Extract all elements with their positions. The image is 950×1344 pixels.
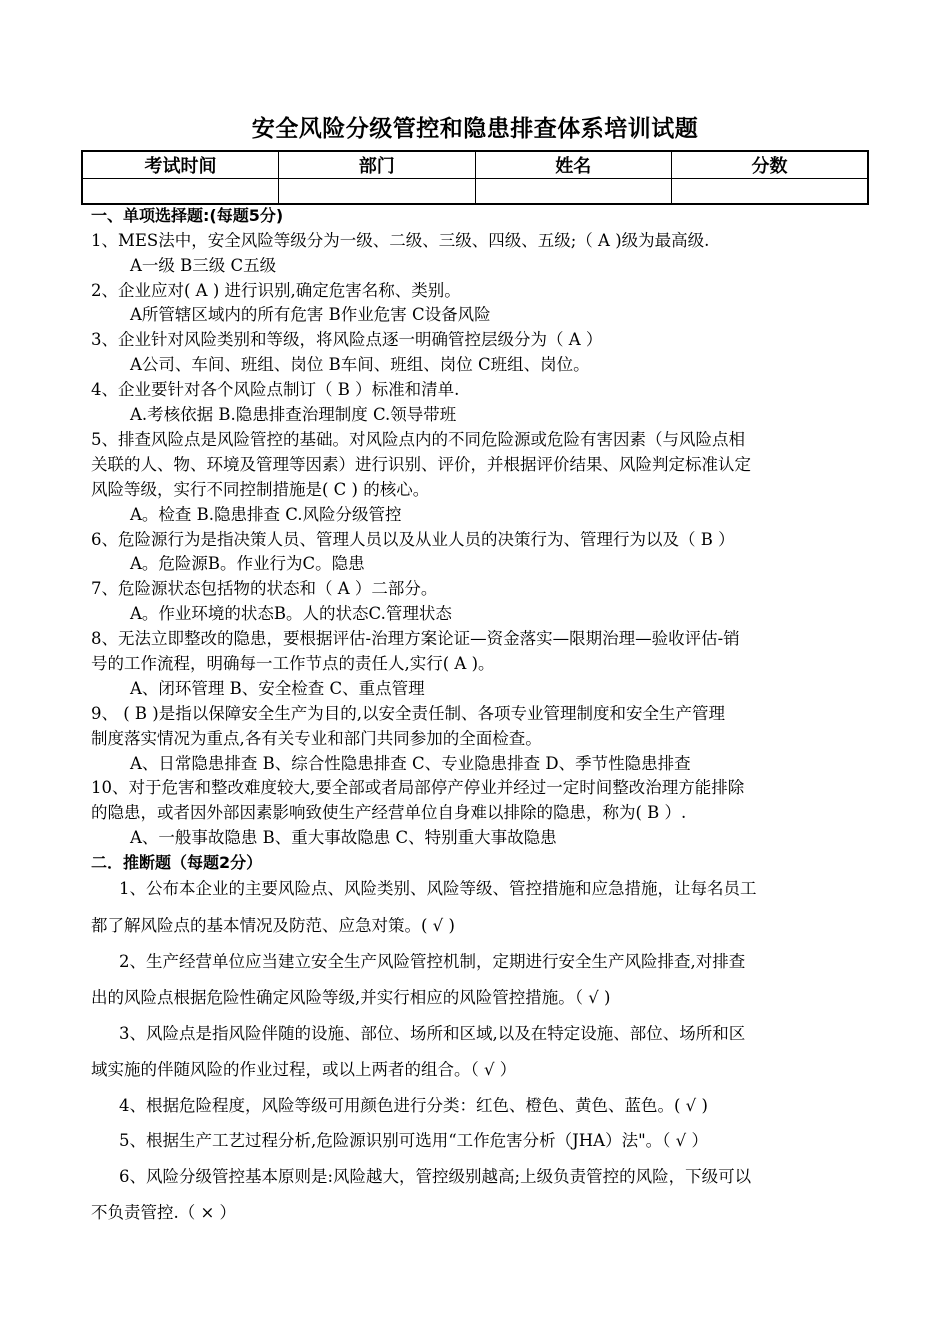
- q2-options: A所管辖区域内的所有危害 B作业危害 C设备风险: [130, 305, 491, 324]
- q4-stem: 4、企业要针对各个风险点制订（ B ）标准和清单.: [91, 380, 460, 399]
- j6-line2: 不负责管控.（ × ）: [91, 1203, 237, 1222]
- q1-options: A一级 B三级 C五级: [130, 256, 277, 275]
- q9-stem-line1: 9、 ( B )是指以保障安全生产为目的,以安全责任制、各项专业管理制度和安全生产管理: [91, 704, 725, 723]
- cell-exam-time[interactable]: [82, 179, 279, 205]
- header-department: 部门: [279, 151, 476, 179]
- cell-score[interactable]: [672, 179, 869, 205]
- q8-stem-line2: 号的工作流程，明确每一工作节点的责任人,实行( A )。: [91, 654, 495, 673]
- q5-stem-line1: 5、排查风险点是风险管控的基础。对风险点内的不同危险源或危险有害因素（与风险点相: [91, 430, 745, 449]
- cell-department[interactable]: [279, 179, 476, 205]
- q9-options: A、日常隐患排查 B、综合性隐患排查 C、专业隐患排查 D、季节性隐患排查: [130, 754, 691, 773]
- q7-stem: 7、危险源状态包括物的状态和（ A ）二部分。: [91, 579, 438, 598]
- section2-heading: 二．推断题（每题2分）: [91, 853, 263, 872]
- q10-stem-line2: 的隐患，或者因外部因素影响致使生产经营单位自身难以排除的隐患，称为( B ）.: [91, 803, 687, 822]
- q5-options: A。检查 B.隐患排查 C.风险分级管控: [130, 505, 402, 524]
- q6-stem: 6、危险源行为是指决策人员、管理人员以及从业人员的决策行为、管理行为以及（ B ）: [91, 530, 735, 549]
- section1-heading: 一、单项选择题:(每题5分): [91, 206, 284, 225]
- j3-line1: 3、风险点是指风险伴随的设施、部位、场所和区域,以及在特定设施、部位、场所和区: [119, 1024, 746, 1043]
- q7-options: A。作业环境的状态B。人的状态C.管理状态: [130, 604, 452, 623]
- q3-options: A公司、车间、班组、岗位 B车间、班组、岗位 C班组、岗位。: [130, 355, 590, 374]
- header-score: 分数: [672, 151, 869, 179]
- q2-stem: 2、企业应对( A ) 进行识别,确定危害名称、类别。: [91, 281, 461, 300]
- table-header-row: [82, 151, 868, 179]
- j1-line2: 都了解风险点的基本情况及防范、应急对策。( √ ): [91, 916, 455, 935]
- j1-line1: 1、公布本企业的主要风险点、风险类别、风险等级、管控措施和应急措施，让每名员工: [119, 879, 757, 898]
- page-title: 安全风险分级管控和隐患排查体系培训试题: [251, 116, 699, 142]
- q5-stem-line3: 风险等级，实行不同控制措施是( C ) 的核心。: [91, 480, 430, 499]
- q1-stem: 1、MES法中，安全风险等级分为一级、二级、三级、四级、五级;（ A )级为最高级.: [91, 231, 710, 250]
- j2-line1: 2、生产经营单位应当建立安全生产风险管控机制，定期进行安全生产风险排查,对排查: [119, 952, 746, 971]
- q6-options: A。危险源B。作业行为C。隐患: [130, 554, 365, 573]
- q9-stem-line2: 制度落实情况为重点,各有关专业和部门共同参加的全面检查。: [91, 729, 542, 748]
- q8-options: A、闭环管理 B、安全检查 C、重点管理: [130, 679, 425, 698]
- q5-stem-line2: 关联的人、物、环境及管理等因素）进行识别、评价，并根据评价结果、风险判定标准认定: [91, 455, 751, 474]
- q8-stem-line1: 8、无法立即整改的隐患，要根据评估-治理方案论证—资金落实—限期治理—验收评估-销: [91, 629, 740, 648]
- j5-line: 5、根据生产工艺过程分析,危险源识别可选用“工作危害分析（JHA）法"。（ √ ）: [119, 1131, 708, 1150]
- q10-stem-line1: 10、对于危害和整改难度较大,要全部或者局部停产停业并经过一定时间整改治理方能排除: [91, 778, 745, 797]
- exam-info-table: [81, 150, 869, 205]
- j4-line: 4、根据危险程度，风险等级可用颜色进行分类：红色、橙色、黄色、蓝色。( √ ): [119, 1096, 708, 1115]
- header-exam-time: 考试时间: [82, 151, 279, 179]
- header-name: 姓名: [475, 151, 672, 179]
- j6-line1: 6、风险分级管控基本原则是:风险越大，管控级别越高;上级负责管控的风险，下级可以: [119, 1167, 752, 1186]
- j2-line2: 出的风险点根据危险性确定风险等级,并实行相应的风险管控措施。（ √ ): [91, 988, 611, 1007]
- q10-options: A、一般事故隐患 B、重大事故隐患 C、特别重大事故隐患: [130, 828, 557, 847]
- q4-options: A.考核依据 B.隐患排查治理制度 C.领导带班: [130, 405, 457, 424]
- j3-line2: 域实施的伴随风险的作业过程，或以上两者的组合。（ √ ）: [91, 1060, 517, 1079]
- q3-stem: 3、企业针对风险类别和等级，将风险点逐一明确管控层级分为（ A ）: [91, 330, 603, 349]
- cell-name[interactable]: [475, 179, 672, 205]
- table-blank-row: [82, 179, 868, 205]
